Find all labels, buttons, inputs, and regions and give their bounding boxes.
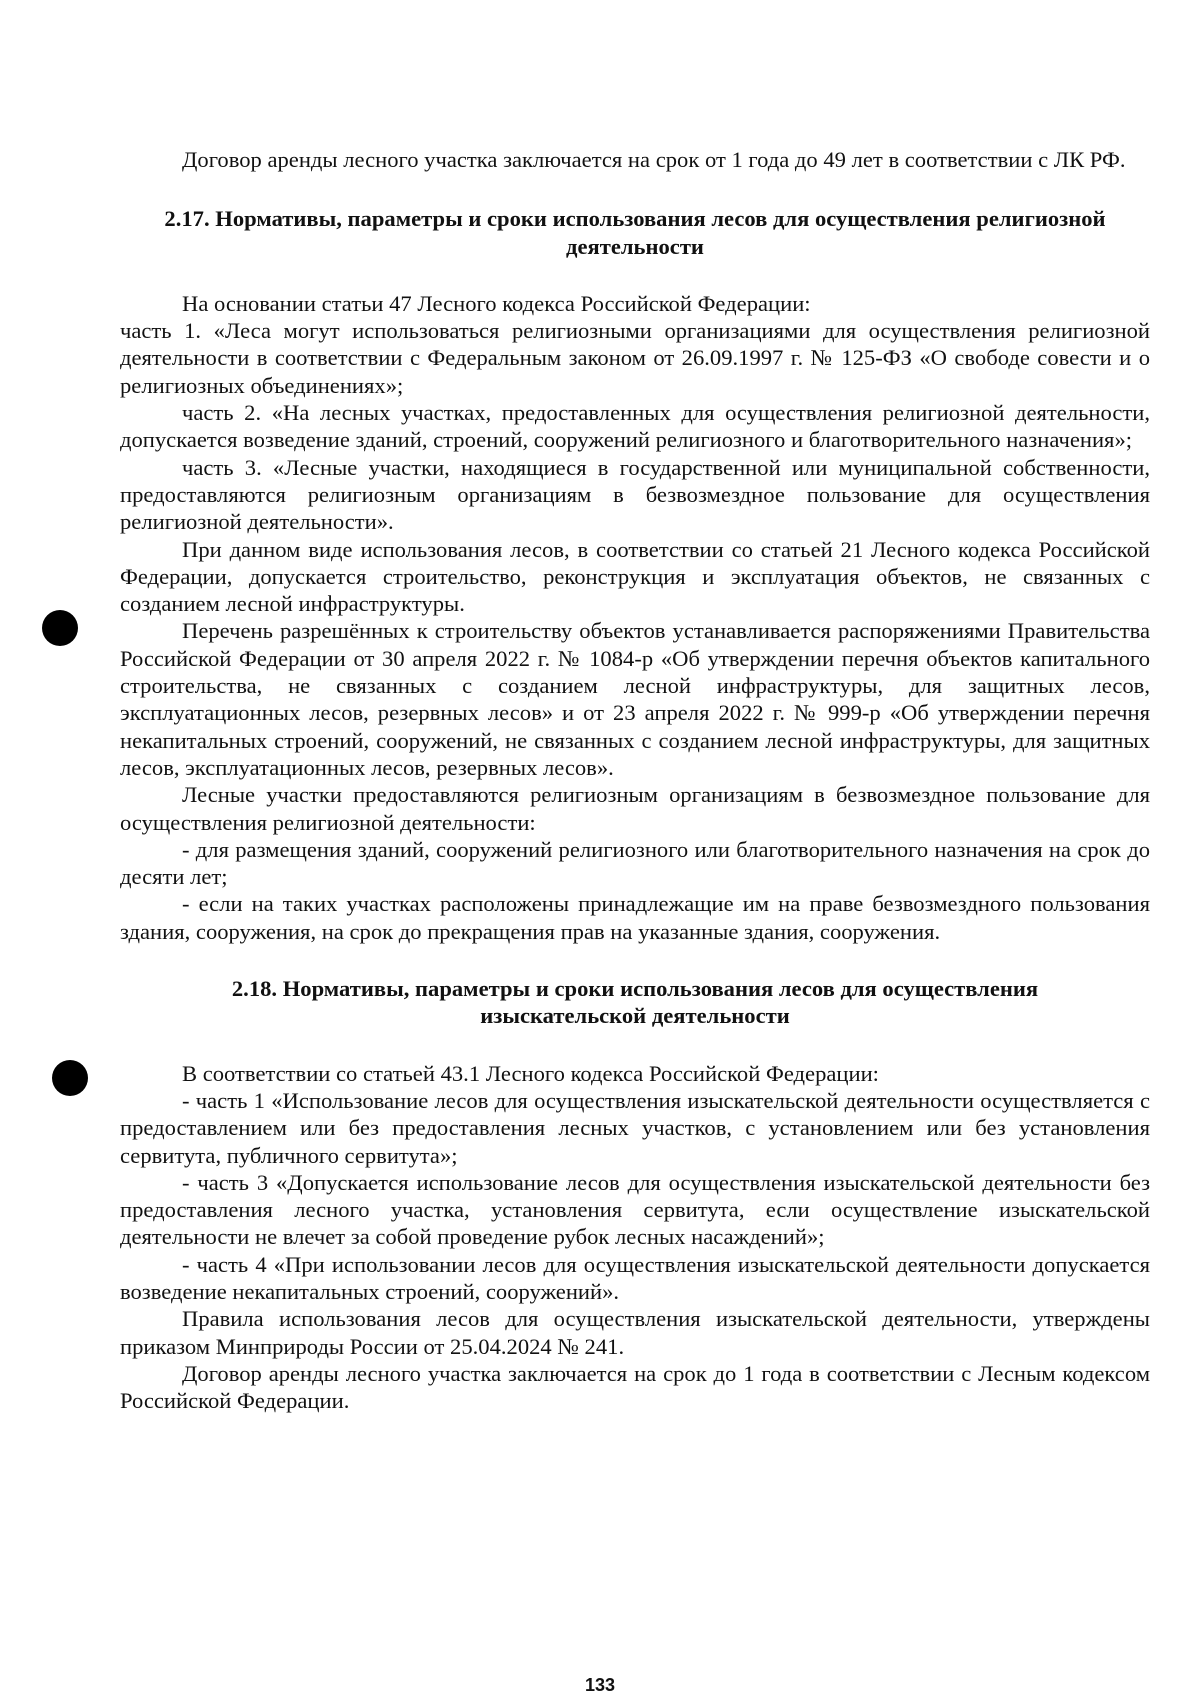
paragraph: В соответствии со статьей 43.1 Лесного кодекса Российской Федерации: [182, 1060, 879, 1086]
paragraph: часть 1. «Леса могут использоваться религиозными организациями для осуществления религиозной деятельности в соответствии с Федеральным законом от 26.09.1997 г. № 125-ФЗ «О свободе совести и о религиозных объединениях»; [120, 318, 1150, 398]
list-item: - часть 1 «Использование лесов для осуществления изыскательской деятельности осуществляется с предоставлением или без предоставления лесных участков, с установлением или без установления сервитута, публичного сервитута»; [120, 1087, 1150, 1168]
paragraph: Лесные участки предоставляются религиозным организациям в безвозмездное пользование для осуществления религиозной деятельности: [120, 782, 1150, 835]
section-heading-line: 2.18. Нормативы, параметры и сроки использования лесов для осуществления [231, 976, 1039, 1002]
list-item: - часть 3 «Допускается использование лесов для осуществления изыскательской деятельности без предоставления лесного участка, установления сервитута, если осуществление изыскательской деятельности не влечет за собой проведение рубок лесных насаждений»; [120, 1169, 1150, 1250]
section-heading-line: изыскательской деятельности [480, 1003, 790, 1029]
paragraph: Перечень разрешённых к строительству объектов устанавливается распоряжениями Правительства Российской Федерации от 30 апреля 2022 г. № 1084-р «Об утверждении перечня объектов капитального строительства, не связанных с созданием лесной инфраструктуры, для защитных лесов, эксплуатационных лесов, резервных лесов» и от 23 апреля 2022 г. № 999-р «Об утверждении перечня некапитальных строений, сооружений, не связанных с созданием лесной инфраструктуры, для защитных лесов, эксплуатационных лесов, резервных лесов». [120, 618, 1150, 780]
paragraph: часть 3. «Лесные участки, находящиеся в государственной или муниципальной собственности, предоставляются религиозным организациям в безвозмездное пользование для осуществления религиозной деятельности». [120, 454, 1150, 535]
paragraph: На основании статьи 47 Лесного кодекса Российской Федерации: [182, 290, 811, 316]
list-item: - для размещения зданий, сооружений религиозного или благотворительного назначения на срок до десяти лет; [120, 836, 1150, 890]
intro-paragraph: Договор аренды лесного участка заключается на срок от 1 года до 49 лет в соответствии с ЛК РФ. [182, 147, 1126, 172]
paragraph: Договор аренды лесного участка заключается на срок до 1 года в соответствии с Лесным кодексом Российской Федерации. [120, 1360, 1150, 1414]
section-heading-2-18 [120, 975, 1150, 1030]
paragraph: Правила использования лесов для осуществления изыскательской деятельности, утверждены приказом Минприроды России от 25.04.2024 № 241. [120, 1306, 1150, 1359]
punch-hole-mark [42, 610, 78, 646]
paragraph: часть 2. «На лесных участках, предоставленных для осуществления религиозной деятельности, допускается возведение зданий, строений, сооружений религиозного и благотворительного назначения»; [120, 400, 1150, 453]
punch-hole-mark [52, 1060, 88, 1096]
list-item: - если на таких участках расположены принадлежащие им на праве безвозмездного пользования здания, сооружения, на срок до прекращения прав на указанные здания, сооружения. [120, 891, 1150, 944]
section-heading-2-17: 2.17. Нормативы, параметры и сроки использования лесов для осуществления религиозной деятельности [164, 206, 1106, 259]
paragraph: При данном виде использования лесов, в соответствии со статьей 21 Лесного кодекса Российской Федерации, допускается строительство, реконструкция и эксплуатация объектов, не связанных с созданием лесной инфраструктуры. [120, 536, 1150, 617]
list-item: - часть 4 «При использовании лесов для осуществления изыскательской деятельности допускается возведение некапитальных строений, сооружений». [120, 1251, 1150, 1304]
document-body [120, 146, 1150, 1414]
page-number: 133 [584, 1675, 616, 1695]
